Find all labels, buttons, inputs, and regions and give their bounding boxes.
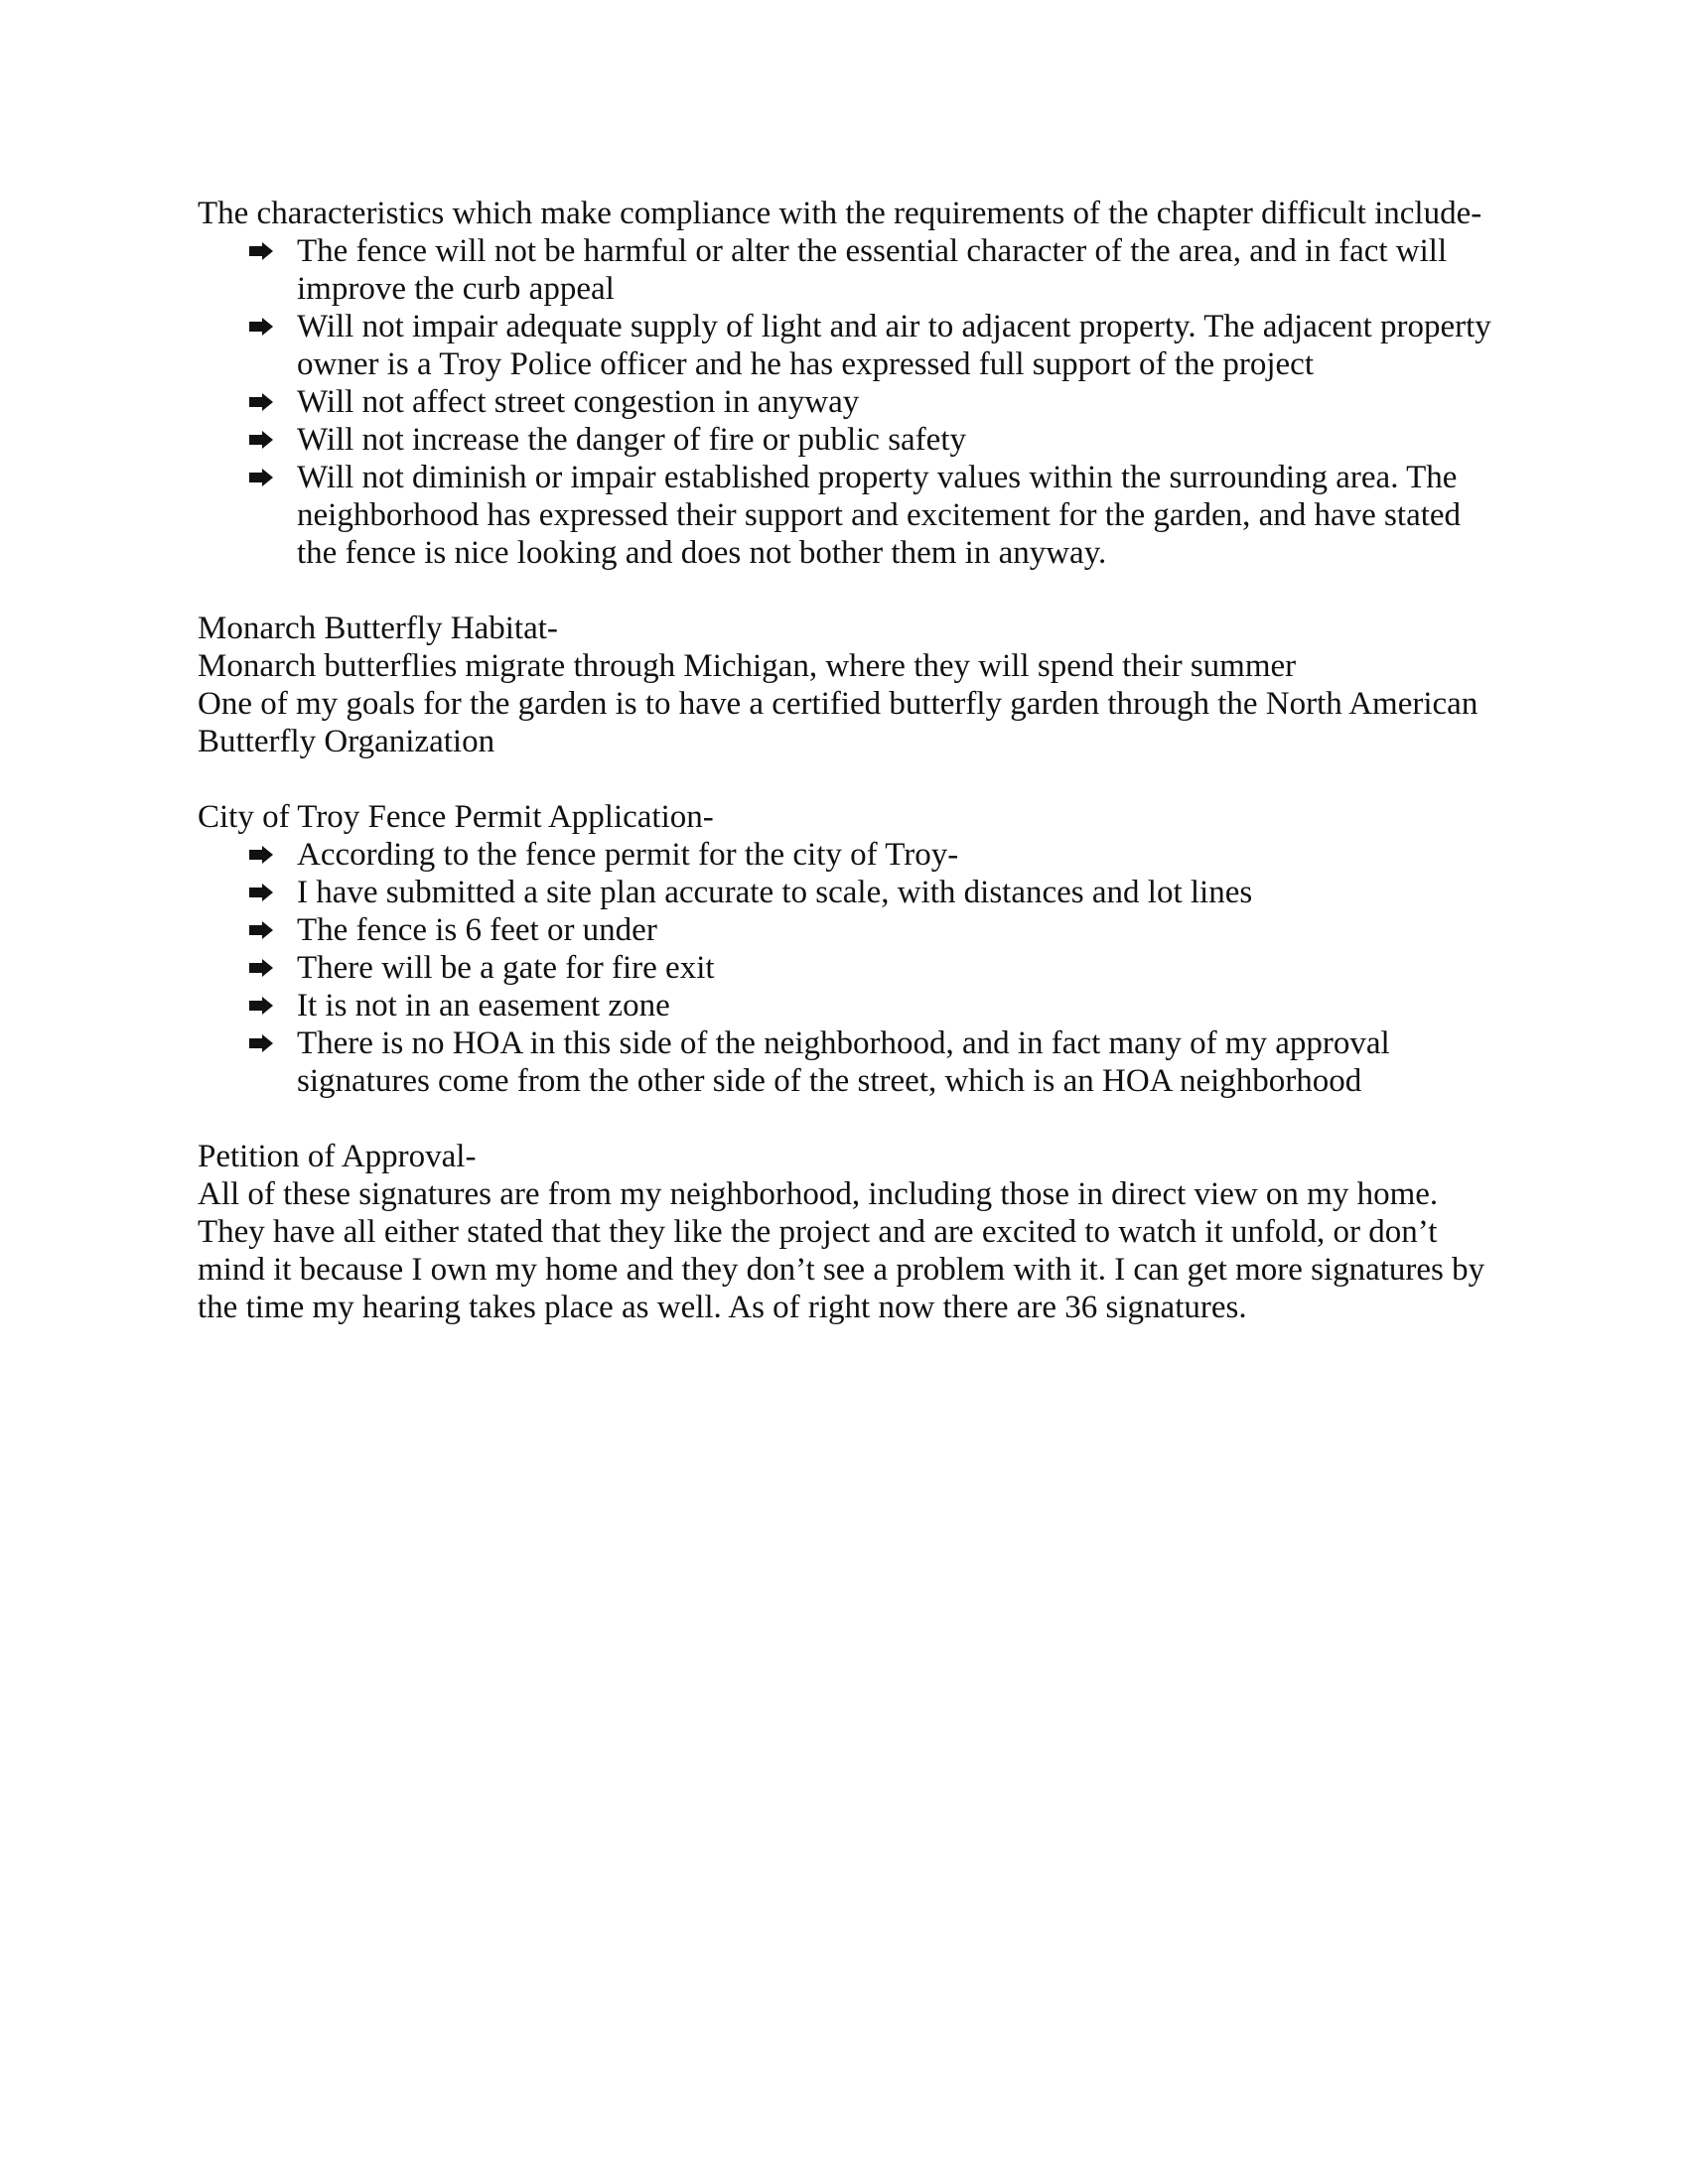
characteristics-intro: The characteristics which make compliance with the requirements of the chapter difficult include- bbox=[198, 196, 1482, 231]
right-arrow-bullet-icon bbox=[249, 921, 273, 939]
list-item bbox=[297, 421, 1508, 459]
right-arrow-bullet-icon bbox=[249, 846, 273, 864]
petition-heading: Petition of Approval- bbox=[198, 1139, 477, 1174]
list-item bbox=[297, 987, 1508, 1024]
list-item bbox=[297, 949, 1508, 987]
list-item-text: It is not in an easement zone bbox=[297, 988, 670, 1024]
list-item-text: I have submitted a site plan accurate to scale, with distances and lot lines bbox=[297, 875, 1253, 910]
petition-body: All of these signatures are from my neighborhood, including those in direct view on my home. They have all either stated that they like the project and are excited to watch it unfold, or don’t mind it because I own my home and they don’t see a problem with it. I can get more signatures by the time my hearing takes place as well. As of right now there are 36 signatures. bbox=[198, 1176, 1485, 1325]
list-item-text: Will not increase the danger of fire or public safety bbox=[297, 422, 966, 458]
right-arrow-bullet-icon bbox=[249, 959, 273, 977]
right-arrow-bullet-icon bbox=[249, 242, 273, 260]
list-item-text: The fence will not be harmful or alter the essential character of the area, and in fact will improve the curb appeal bbox=[297, 233, 1448, 307]
right-arrow-bullet-icon bbox=[249, 431, 273, 449]
list-item-text: Will not affect street congestion in anyway bbox=[297, 384, 860, 420]
list-item-text: There will be a gate for fire exit bbox=[297, 950, 715, 986]
list-item-text: According to the fence permit for the city of Troy- bbox=[297, 837, 959, 873]
fence-permit-heading: City of Troy Fence Permit Application- bbox=[198, 799, 714, 835]
list-item-text: Will not diminish or impair established property values within the surrounding area. The neighborhood has expressed their support and excitement for the garden, and have stated the fence is nice looking and does not bother them in anyway. bbox=[297, 460, 1462, 571]
list-item bbox=[297, 836, 1508, 874]
monarch-line-1: Monarch butterflies migrate through Michigan, where they will spend their summer bbox=[198, 648, 1297, 684]
list-item bbox=[297, 874, 1508, 911]
monarch-heading: Monarch Butterfly Habitat- bbox=[198, 611, 558, 646]
list-item-text: There is no HOA in this side of the neighborhood, and in fact many of my approval signatures come from the other side of the street, which is an HOA neighborhood bbox=[297, 1025, 1390, 1099]
list-item bbox=[297, 308, 1508, 383]
fence-permit-list bbox=[198, 836, 1508, 1100]
right-arrow-bullet-icon bbox=[249, 997, 273, 1015]
right-arrow-bullet-icon bbox=[249, 1034, 273, 1052]
paragraph-spacer bbox=[198, 572, 1508, 610]
right-arrow-bullet-icon bbox=[249, 393, 273, 411]
paragraph-spacer bbox=[198, 1100, 1508, 1138]
paragraph-spacer bbox=[198, 760, 1508, 798]
document-page bbox=[198, 195, 1508, 1326]
list-item bbox=[297, 383, 1508, 421]
right-arrow-bullet-icon bbox=[249, 884, 273, 901]
right-arrow-bullet-icon bbox=[249, 318, 273, 336]
list-item-text: Will not impair adequate supply of light and air to adjacent property. The adjacent property owner is a Troy Police officer and he has expressed full support of the project bbox=[297, 309, 1491, 382]
list-item bbox=[297, 911, 1508, 949]
list-item bbox=[297, 459, 1508, 572]
characteristics-list bbox=[198, 232, 1508, 572]
list-item-text: The fence is 6 feet or under bbox=[297, 912, 657, 948]
monarch-line-2: One of my goals for the garden is to have a certified butterfly garden through the North American Butterfly Organization bbox=[198, 686, 1478, 759]
list-item bbox=[297, 1024, 1508, 1100]
right-arrow-bullet-icon bbox=[249, 469, 273, 486]
list-item bbox=[297, 232, 1508, 308]
